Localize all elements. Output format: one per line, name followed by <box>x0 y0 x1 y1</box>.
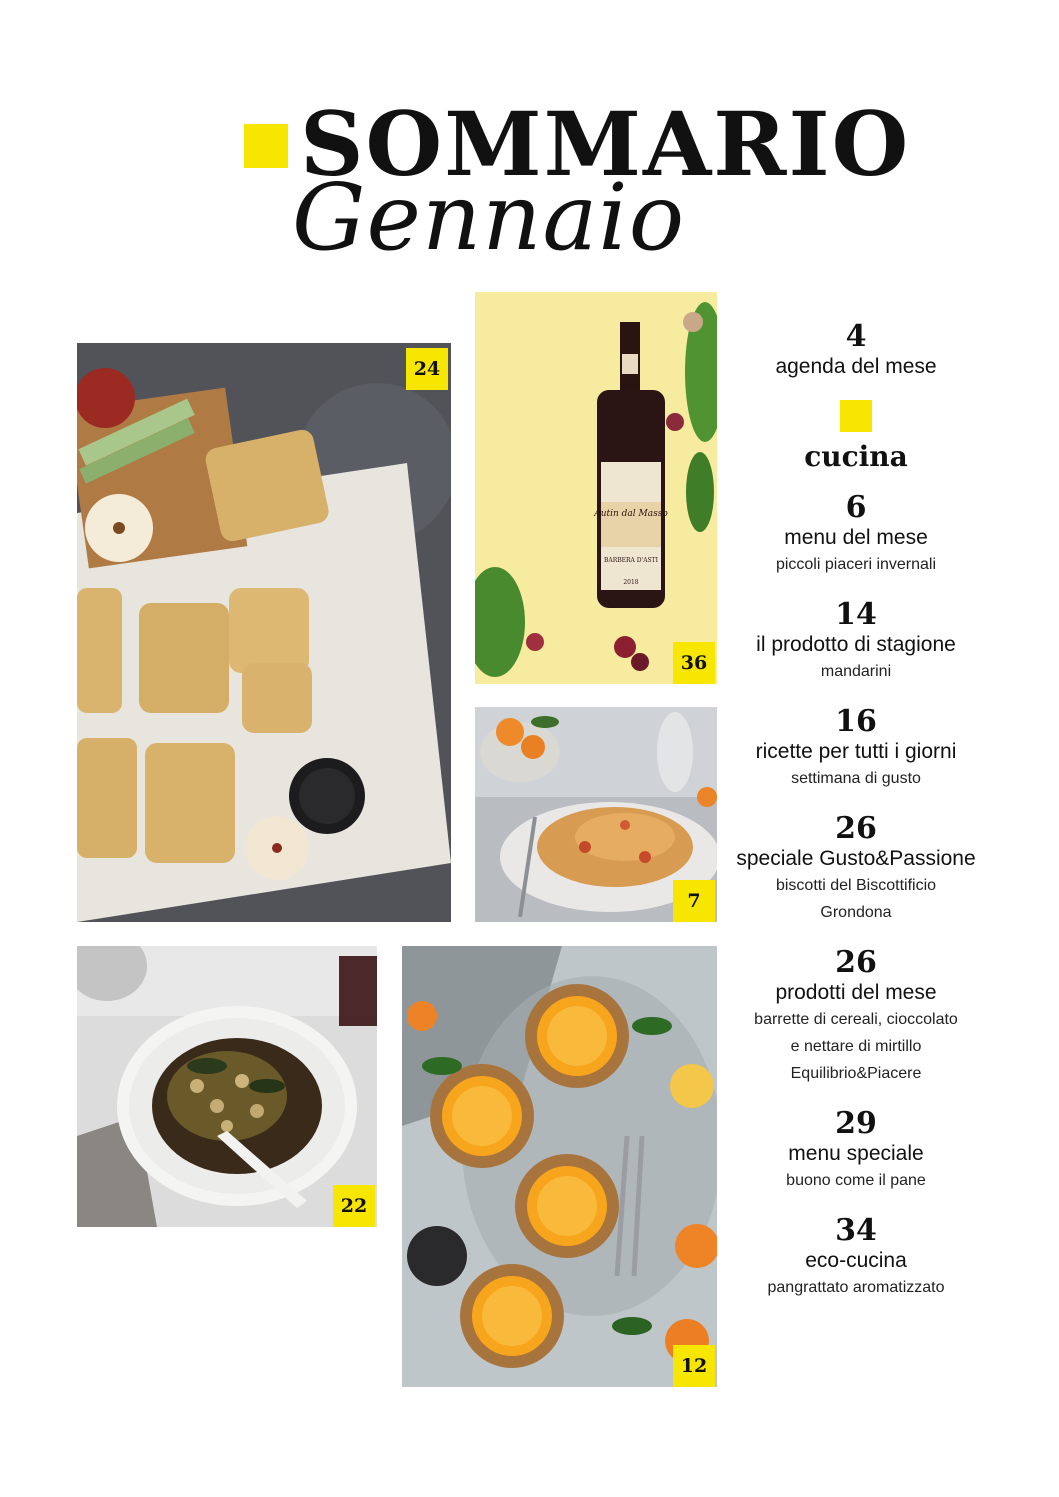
toc-list <box>728 491 984 1301</box>
toc-page-number: 26 <box>835 945 877 980</box>
toc-title: prodotti del mese <box>775 981 937 1004</box>
page-badge-pasta: 7 <box>673 880 715 922</box>
orange-tarts-photo <box>402 946 717 1387</box>
wine-label-year: 2018 <box>623 579 639 586</box>
toc-page-number: 14 <box>835 597 877 632</box>
toc-title: eco-cucina <box>805 1249 907 1272</box>
toc-entry[interactable] <box>728 1214 984 1301</box>
photo-pastry[interactable] <box>77 343 451 922</box>
toc-title: ricette per tutti i giorni <box>755 740 957 763</box>
soup-bowl-photo <box>77 946 377 1227</box>
toc-subtitle: mandarini <box>820 663 892 680</box>
toc-entry[interactable] <box>728 705 984 792</box>
wine-bottle-photo <box>475 292 717 684</box>
page-badge-soup: 22 <box>333 1185 375 1227</box>
page-badge-pastry: 24 <box>406 348 448 390</box>
page-badge-tarts: 12 <box>673 1345 715 1387</box>
toc-page-number: 4 <box>845 319 867 354</box>
wine-label-name: BARBERA D'ASTI <box>603 557 659 564</box>
month-script-title: Gennaio <box>292 164 686 271</box>
toc-subtitle: e nettare di mirtillo <box>790 1038 922 1055</box>
toc-entry[interactable] <box>728 812 984 926</box>
toc-subtitle: biscotti del Biscottificio <box>775 877 937 894</box>
section-name: cucina <box>804 440 908 473</box>
toc-title: speciale Gusto&Passione <box>736 847 976 870</box>
toc-subtitle: buono come il pane <box>786 1172 926 1189</box>
toc-page-number: 16 <box>835 704 877 739</box>
toc-subtitle: Grondona <box>820 904 892 921</box>
toc-subtitle: piccoli piaceri invernali <box>775 556 937 573</box>
title-accent-square <box>244 124 288 168</box>
page-badge-wine: 36 <box>673 642 715 684</box>
toc-subtitle: Equilibrio&Piacere <box>790 1065 922 1082</box>
toc-title: menu del mese <box>784 526 928 549</box>
wine-label-brand: Autin dal Masso <box>594 509 668 519</box>
toc-page-number: 34 <box>835 1213 877 1248</box>
section-heading-cucina <box>728 400 984 473</box>
toc-entry[interactable] <box>728 598 984 685</box>
toc-page-number: 6 <box>845 490 867 525</box>
toc-entry-agenda[interactable] <box>728 320 984 380</box>
toc-title: agenda del mese <box>775 355 937 378</box>
toc-page-number: 26 <box>835 811 877 846</box>
toc-subtitle: pangrattato aromatizzato <box>767 1279 945 1296</box>
toc-title: il prodotto di stagione <box>756 633 956 656</box>
toc-entry[interactable] <box>728 1107 984 1194</box>
toc-subtitle: barrette di cereali, cioccolato <box>754 1011 958 1028</box>
photo-soup[interactable] <box>77 946 377 1227</box>
page-title: SOMMARIO <box>300 92 911 196</box>
puff-pastry-photo <box>77 343 451 922</box>
toc-entry[interactable] <box>728 946 984 1087</box>
toc-subtitle: settimana di gusto <box>791 770 921 787</box>
toc-entry[interactable] <box>728 491 984 578</box>
toc-page-number: 29 <box>835 1106 877 1141</box>
section-accent-square <box>840 400 872 432</box>
photo-wine[interactable] <box>475 292 717 684</box>
photo-tarts[interactable] <box>402 946 717 1387</box>
toc-title: menu speciale <box>788 1142 924 1165</box>
table-of-contents <box>728 320 984 1321</box>
